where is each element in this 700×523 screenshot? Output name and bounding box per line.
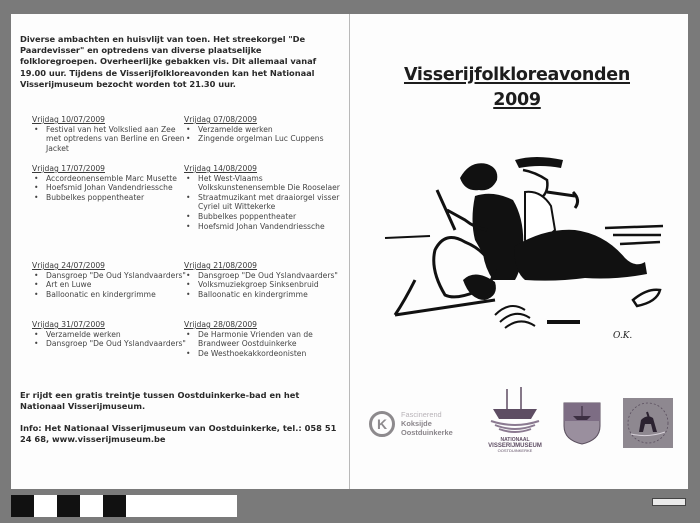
event-item: • Volksmuziekgroep Sinksenbruid: [184, 280, 344, 290]
event-item: • Bubbelkes poppentheater: [184, 212, 344, 222]
event-block: [32, 164, 192, 202]
event-item: • Zingende orgelman Luc Cuppens: [184, 134, 344, 144]
event-date: Vrijdag 14/08/2009: [184, 164, 258, 173]
event-item: • Dansgroep "De Oud Yslandvaarders": [184, 271, 344, 281]
event-item: • Art en Luwe: [32, 280, 192, 290]
koksijde-logo-text: Fascinerend Koksijde Oostduinkerke: [401, 410, 453, 437]
event-date: Vrijdag 21/08/2009: [184, 261, 258, 270]
event-block: [32, 320, 192, 349]
calibration-black-2: [57, 495, 80, 517]
barcode-tag: [652, 498, 686, 506]
event-date: Vrijdag 24/07/2009: [32, 261, 106, 270]
event-date: Vrijdag 10/07/2009: [32, 115, 106, 124]
event-item: • Het West-Vlaams Volkskunstenensemble Die Rooselaer: [184, 174, 344, 193]
event-block: [184, 164, 344, 231]
event-item: • Straatmuzikant met draaiorgel visser Cyriel uit Wittekerke: [184, 193, 344, 212]
calibration-white-1: [34, 495, 57, 517]
info-contact: Info: Het Nationaal Visserijmuseum van Oostduinkerke, tel.: 058 51 24 68, www.visserijmuseum.be: [20, 423, 337, 445]
garnaalvissers-logo: [623, 398, 673, 448]
page-fold: [349, 14, 350, 489]
event-block: [32, 261, 192, 299]
title-line-1: Visserijfolkloreavonden: [403, 65, 630, 85]
event-item: • Verzamelde werken: [32, 330, 192, 340]
svg-text:NATIONAAL: NATIONAAL: [500, 437, 530, 443]
event-item: • Festival van het Volkslied aan Zee met optredens van Berline en Green Jacket: [32, 125, 192, 154]
title-line-2: 2009: [493, 90, 541, 110]
koksijde-logo: [369, 410, 453, 437]
svg-text:VISSERIJMUSEUM: VISSERIJMUSEUM: [488, 443, 542, 449]
event-item: • De Westhoekakkordeonisten: [184, 349, 344, 359]
svg-text:OOSTDUINKERKE: OOSTDUINKERKE: [497, 448, 533, 453]
event-date: Vrijdag 31/07/2009: [32, 320, 106, 329]
event-item: • Verzamelde werken: [184, 125, 344, 135]
event-block: [184, 261, 344, 299]
event-item: • Hoefsmid Johan Vandendriessche: [184, 222, 344, 232]
event-item: • Balloonatic en kindergrimme: [184, 290, 344, 300]
event-block: [184, 320, 344, 358]
calibration-white-2: [80, 495, 103, 517]
fishermen-illustration: [375, 150, 680, 350]
event-date: Vrijdag 28/08/2009: [184, 320, 258, 329]
event-item: • Balloonatic en kindergrimme: [32, 290, 192, 300]
koksijde-k-icon: K: [369, 411, 395, 437]
event-item: • De Harmonie Vrienden van de Brandweer Oostduinkerke: [184, 330, 344, 349]
visserijmuseum-logo: [485, 385, 545, 453]
calibration-black-1: [11, 495, 34, 517]
intro-text: Diverse ambachten en huisvlijt van toen. Het streekorgel "De Paardevisser" en optredens van diverse plaatselijke folkloregroepen. Overheerlijke gebakken vis. Dit allemaal vanaf 19.00 uur. Tijdens de Visserijfolkloreavonden kan het Nationaal Visserijmuseum bezocht worden tot 21.30 uur.: [20, 34, 317, 89]
event-item: • Dansgroep "De Oud Yslandvaarders": [32, 339, 192, 349]
illustration-signature: O.K.: [613, 331, 633, 341]
event-item: • Bubbelkes poppentheater: [32, 193, 192, 203]
event-item: • Accordeonensemble Marc Musette: [32, 174, 192, 184]
event-block: [184, 115, 344, 144]
event-date: Vrijdag 07/08/2009: [184, 115, 258, 124]
calibration-white-3: [126, 495, 237, 517]
event-date: Vrijdag 17/07/2009: [32, 164, 106, 173]
event-block: [32, 115, 192, 153]
coat-of-arms-icon: [563, 402, 601, 445]
train-note: Er rijdt een gratis treintje tussen Oostduinkerke-bad en het Nationaal Visserijmuseum.: [20, 390, 300, 412]
intro-block: [20, 34, 338, 90]
event-item: • Dansgroep "De Oud Yslandvaarders": [32, 271, 192, 281]
calibration-black-3: [103, 495, 126, 517]
event-item: • Hoefsmid Johan Vandendriessche: [32, 183, 192, 193]
page-title: [360, 63, 674, 113]
